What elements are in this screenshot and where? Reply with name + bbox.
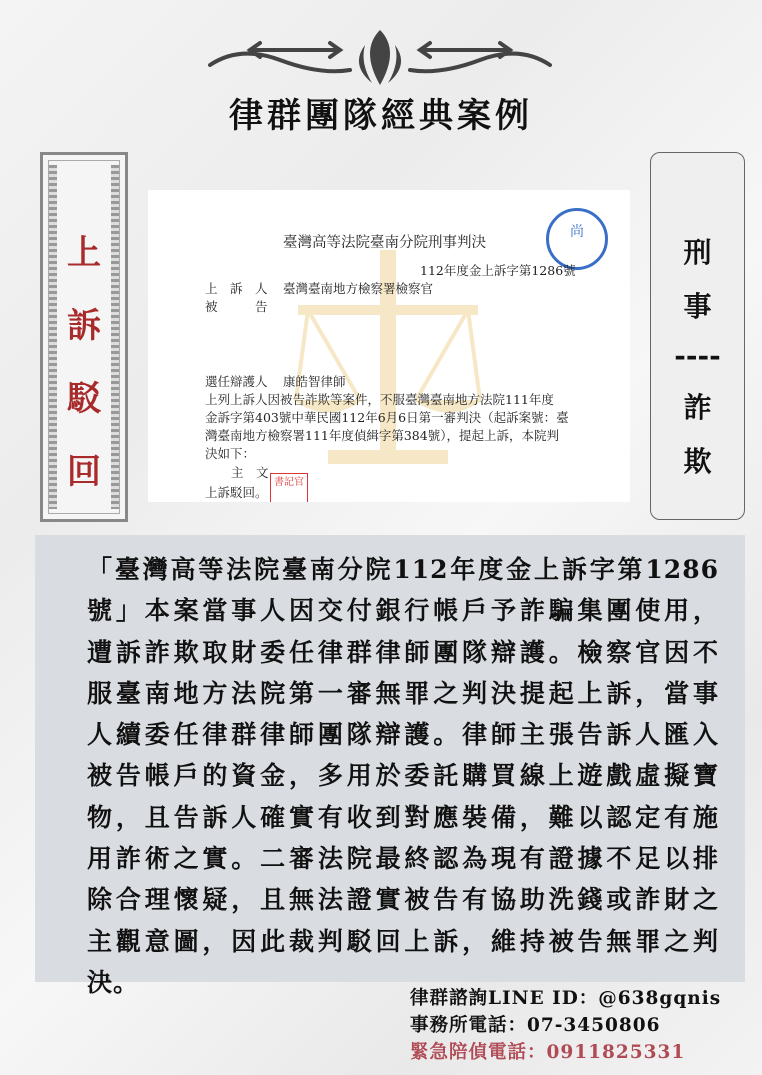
appellant-label: 上 訴 人 [205,281,268,296]
verdict-char: 回 [67,452,101,492]
document-body-line: 決如下： [205,446,256,461]
summary-line: 物，且告訴人確實有收到對應裝備，難以認定有施 [87,802,719,832]
summary-line: 決。 [87,967,140,997]
main-text-label: 主 文 [231,465,269,480]
summary-line: 用詐術之實。二審法院最終認為現有證據不足以排 [87,844,719,874]
clerk-stamp: 書記官 [270,473,308,502]
case-type-char: 事 [683,290,712,323]
emergency-phone: 緊急陪偵電話：0911825331 [410,1042,686,1063]
summary-line: 「臺灣高等法院臺南分院112年度金上訴字第1286 [87,555,719,584]
appellant: 臺灣臺南地方檢察署檢察官 [283,281,434,296]
summary-line: 主觀意圖，因此裁判駁回上訴，維持被告無罪之判 [87,926,719,956]
case-type-char: 欺 [683,445,712,478]
verdict-char: 上 [67,233,101,273]
defense-attorney: 康皓智律師 [283,374,346,389]
summary-line: 被告帳戶的資金，多用於委託購買線上遊戲虛擬寶 [87,761,719,791]
verdict-char: 駁 [67,379,101,419]
summary-line: 遭訴詐欺取財委任律群律師團隊辯護。檢察官因不 [87,637,719,667]
document-body-line: 上列上訴人因被告詐欺等案件，不服臺灣臺南地方法院111年度 [205,392,554,407]
case-summary-panel [35,535,745,997]
case-number: 112年度金上訴字第1286號 [420,263,576,278]
case-type-divider: ---- [674,339,721,372]
document-body-line: 金訴字第403號中華民國112年6月6日第一審判決（起訴案號：臺 [205,410,569,425]
defense-label: 選任辯護人 [205,374,268,389]
document-body-line: 灣臺南地方檢察署111年度偵緝字第384號），提起上訴，本院判 [205,428,559,443]
court-title: 臺灣高等法院臺南分院刑事判決 [283,235,486,251]
main-text: 上訴駁回。 [205,485,268,500]
line-id-contact: 律群諮詢LINE ID：@638gqnis [410,988,722,1009]
case-type-char: 刑 [683,236,712,269]
summary-line: 人續委任律群律師團隊辯護。律師主張告訴人匯入 [87,720,719,750]
case-type-char: 詐 [683,391,712,424]
decorative-ornament-icon [200,25,560,90]
case-type-panel [650,152,745,520]
verdict-label-panel [40,152,128,522]
summary-line: 號」本案當事人因交付銀行帳戶予詐騙集團使用， [87,596,719,626]
judgment-document-image [148,190,630,502]
summary-line: 服臺南地方法院第一審無罪之判決提起上訴，當事 [87,678,719,708]
court-seal-stamp: 尚 [546,208,608,270]
page-title: 律群團隊經典案例 [229,96,533,136]
office-phone: 事務所電話：07-3450806 [410,1015,661,1036]
defendant-label: 被 告 [205,299,268,314]
summary-line: 除合理懷疑，且無法證實被告有協助洗錢或詐財之 [87,885,719,915]
verdict-char: 訴 [67,306,101,346]
